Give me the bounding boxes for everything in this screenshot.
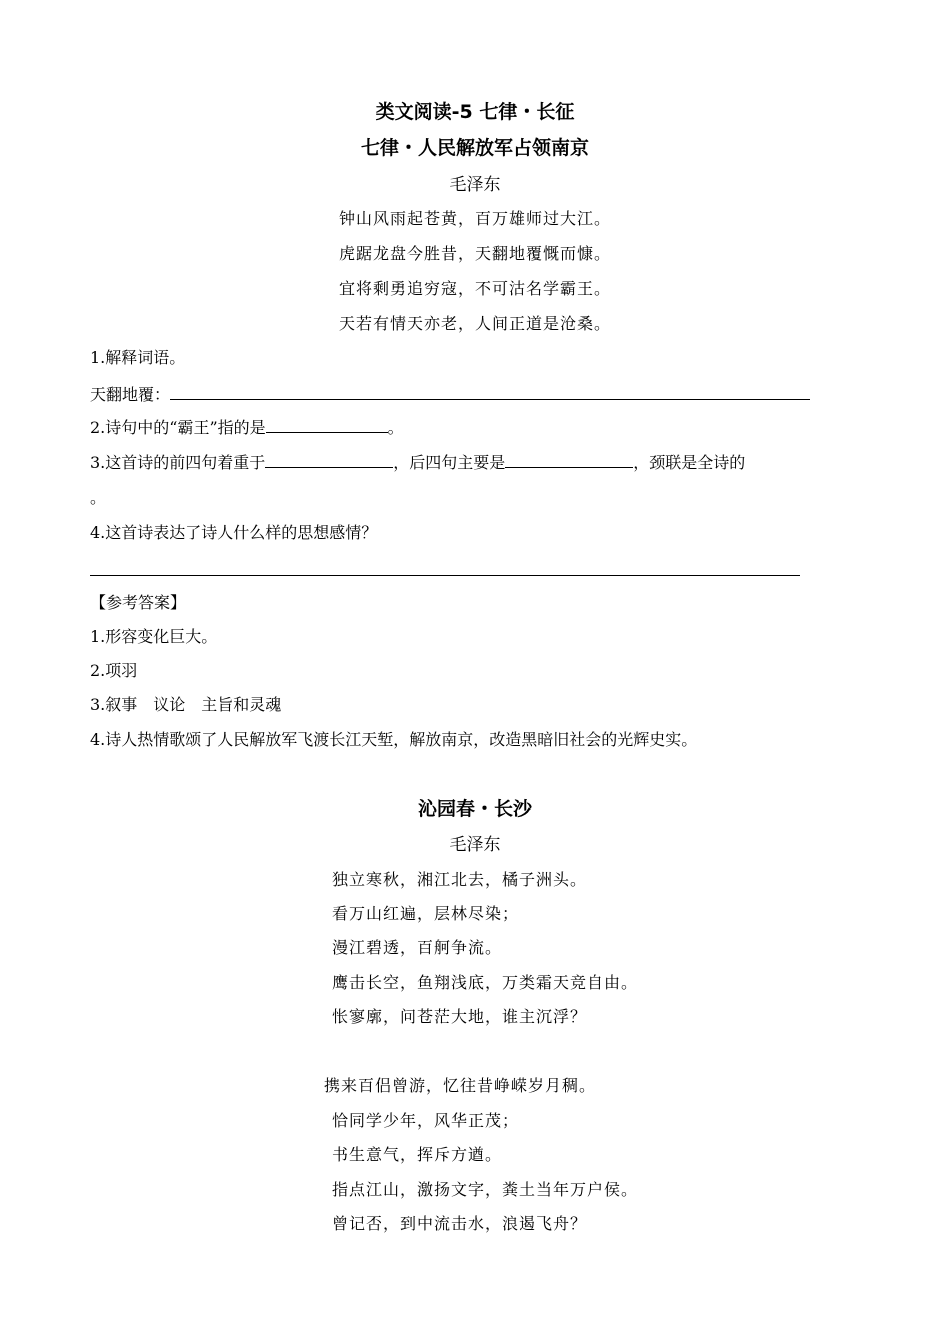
answer-blank[interactable] (170, 383, 810, 400)
document-title: 类文阅读-5 七律・长征 (375, 101, 575, 123)
poem-author: 毛泽东 (449, 835, 501, 855)
poem-line: 漫江碧透，百舸争流。 (332, 938, 503, 957)
answer-blank[interactable] (266, 416, 388, 433)
poem-line: 怅寥廓，问苍茫大地，谁主沉浮？ (332, 1007, 588, 1026)
question-2-end: 。 (387, 418, 404, 437)
question-3 (90, 451, 745, 474)
poem-line: 独立寒秋，湘江北去，橘子洲头。 (332, 870, 588, 889)
answer-line[interactable] (90, 575, 800, 576)
poem-line: 曾记否，到中流击水，浪遏飞舟？ (332, 1214, 588, 1233)
answer-1: 1.形容变化巨大。 (90, 627, 218, 646)
poem-line: 天若有情天亦老，人间正道是沧桑。 (338, 314, 611, 333)
term-label: 天翻地覆： (90, 385, 171, 404)
poem-line: 看万山红遍，层林尽染； (332, 904, 520, 923)
question-1-term (90, 383, 810, 406)
question-3-part1: 3.这首诗的前四句着重于 (90, 453, 266, 472)
poem-line: 宜将剩勇追穷寇，不可沽名学霸王。 (338, 279, 611, 298)
poem-title: 七律・人民解放军占领南京 (360, 137, 589, 159)
poem-line: 恰同学少年，风华正茂； (332, 1111, 520, 1130)
answer-3: 3.叙事 议论 主旨和灵魂 (90, 695, 282, 714)
answer-blank[interactable] (505, 451, 633, 468)
poem-title: 沁园春・长沙 (417, 798, 532, 820)
answer-blank[interactable] (265, 451, 393, 468)
question-3-end: 。 (90, 488, 107, 507)
poem-line: 虎踞龙盘今胜昔，天翻地覆慨而慷。 (338, 244, 611, 263)
question-2-text: 2.诗句中的“霸王”指的是 (90, 418, 266, 437)
question-1: 1.解释词语。 (90, 348, 186, 367)
poem-line: 书生意气，挥斥方遒。 (332, 1145, 503, 1164)
question-4: 4.这首诗表达了诗人什么样的思想感情？ (90, 523, 378, 542)
poem-author: 毛泽东 (449, 175, 501, 195)
answer-heading: 【参考答案】 (90, 593, 187, 612)
question-3-part2: ，后四句主要是 (393, 453, 506, 472)
answer-2: 2.项羽 (90, 661, 138, 680)
answer-4: 4.诗人热情歌颂了人民解放军飞渡长江天堑，解放南京，改造黑暗旧社会的光辉史实。 (90, 730, 698, 749)
poem-line: 钟山风雨起苍黄，百万雄师过大江。 (338, 209, 611, 228)
question-3-part3: ，颈联是全诗的 (633, 453, 746, 472)
question-2 (90, 416, 404, 439)
poem-line: 鹰击长空，鱼翔浅底，万类霜天竞自由。 (332, 973, 639, 992)
poem-line: 指点江山，激扬文字，粪土当年万户侯。 (332, 1180, 639, 1199)
poem-line: 携来百侣曾游，忆往昔峥嵘岁月稠。 (324, 1076, 597, 1095)
